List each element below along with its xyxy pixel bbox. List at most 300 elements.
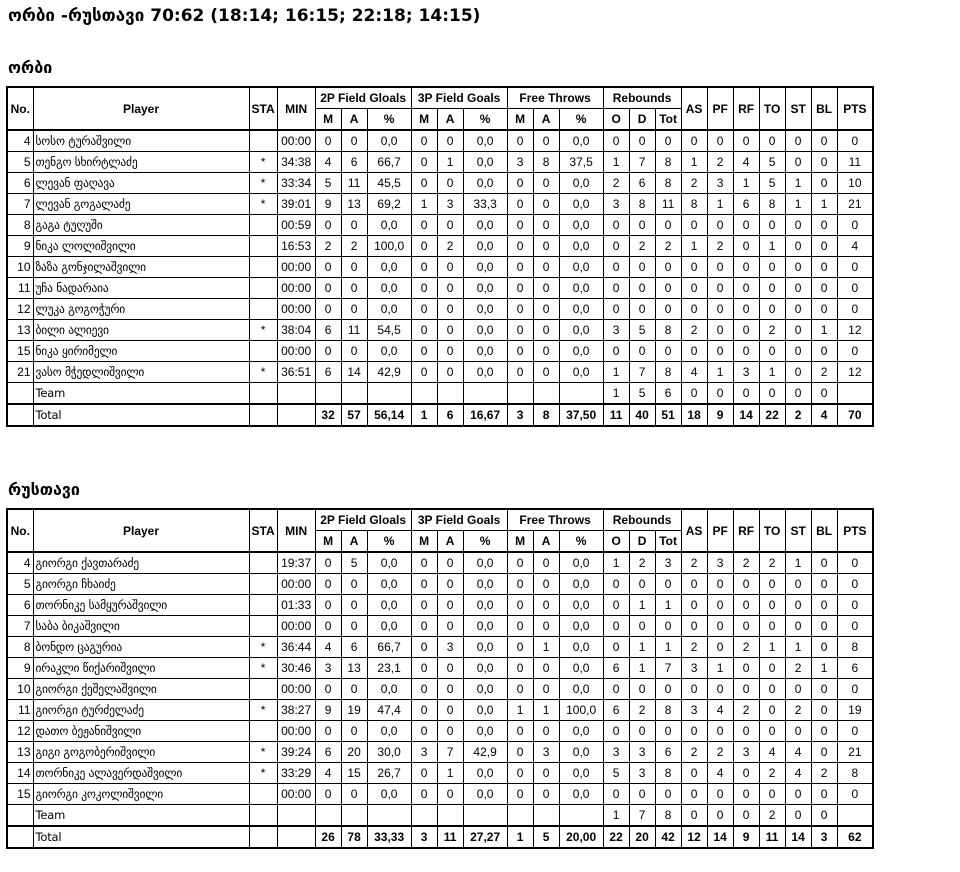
stat-cell: 0,0 <box>463 299 507 320</box>
stat-cell: 0 <box>507 763 533 784</box>
stat-cell: 0 <box>785 130 811 152</box>
stat-cell: 1 <box>603 552 629 574</box>
stat-cell: 0 <box>811 595 837 616</box>
player-number-cell: 7 <box>7 616 33 637</box>
stat-cell: 0 <box>341 679 367 700</box>
stat-cell <box>249 595 277 616</box>
player-number-cell: 5 <box>7 152 33 173</box>
stat-cell: 0 <box>533 299 559 320</box>
stat-cell <box>277 805 315 827</box>
stat-cell: 0 <box>411 173 437 194</box>
stat-cell: 0 <box>507 574 533 595</box>
stat-cell <box>249 236 277 257</box>
stat-cell: 0,0 <box>463 658 507 679</box>
stat-cell: 0 <box>341 784 367 805</box>
player-number-cell: 21 <box>7 362 33 383</box>
stat-cell: 0,0 <box>559 194 603 215</box>
stat-cell: 0,0 <box>367 595 411 616</box>
stat-cell: 4 <box>837 236 873 257</box>
stat-cell: 45,5 <box>367 173 411 194</box>
stat-cell: 1 <box>533 637 559 658</box>
stat-cell: 0 <box>655 616 681 637</box>
stat-cell: 3 <box>733 362 759 383</box>
stat-cell: 2 <box>811 763 837 784</box>
player-row <box>7 215 873 236</box>
stat-cell: 0 <box>603 341 629 362</box>
stat-cell <box>249 574 277 595</box>
subheader-tot: Tot <box>655 109 681 131</box>
player-number-cell: 15 <box>7 341 33 362</box>
stat-cell: 0 <box>785 257 811 278</box>
stat-cell: 3 <box>707 173 733 194</box>
stat-cell: 0 <box>733 341 759 362</box>
stat-cell: 14 <box>733 404 759 426</box>
stat-cell: 0 <box>837 784 873 805</box>
stat-cell: 16:53 <box>277 236 315 257</box>
stat-cell <box>559 805 603 827</box>
stat-cell: 0 <box>437 552 463 574</box>
stat-cell: 0 <box>315 552 341 574</box>
stat-cell: 0 <box>533 236 559 257</box>
stat-cell: 0 <box>533 595 559 616</box>
stat-cell <box>463 383 507 405</box>
player-row <box>7 721 873 742</box>
header-player: Player <box>33 87 249 130</box>
stat-cell: 22 <box>603 826 629 848</box>
stat-cell: 0,0 <box>367 679 411 700</box>
stat-cell: 0,0 <box>559 637 603 658</box>
stat-cell: 0 <box>603 278 629 299</box>
stat-cell: 0 <box>533 362 559 383</box>
stat-cell: 0 <box>533 658 559 679</box>
stat-cell: 0,0 <box>367 721 411 742</box>
stat-cell: 8 <box>655 320 681 341</box>
stat-cell: 2 <box>733 700 759 721</box>
stat-cell: 01:33 <box>277 595 315 616</box>
stat-cell: 0 <box>707 574 733 595</box>
player-number-cell: 8 <box>7 637 33 658</box>
player-name-cell: უჩა ნადარაია <box>33 278 249 299</box>
stat-cell: 3 <box>315 658 341 679</box>
stat-cell: 1 <box>811 658 837 679</box>
stat-cell <box>315 383 341 405</box>
game-title: ორბი -რუსთავი 70:62 (18:14; 16:15; 22:18; 14:15) <box>8 6 481 26</box>
stat-cell: 19:37 <box>277 552 315 574</box>
stat-cell: 1 <box>707 362 733 383</box>
stat-cell: 8 <box>655 152 681 173</box>
stat-cell: 0,0 <box>559 320 603 341</box>
stat-cell: 0 <box>533 130 559 152</box>
stat-cell: 0 <box>681 784 707 805</box>
stat-cell: 0 <box>707 616 733 637</box>
stat-cell: 0 <box>507 299 533 320</box>
header-rf: RF <box>733 509 759 552</box>
stat-cell: 0 <box>437 341 463 362</box>
stat-cell: 6 <box>655 742 681 763</box>
stat-cell <box>249 552 277 574</box>
stat-cell: 0 <box>785 278 811 299</box>
stat-cell: 5 <box>759 173 785 194</box>
stat-cell: 0 <box>681 763 707 784</box>
stat-cell: 0 <box>733 215 759 236</box>
header-bl: BL <box>811 87 837 130</box>
stat-cell: 0 <box>707 278 733 299</box>
stat-cell: 2 <box>681 552 707 574</box>
stat-cell: * <box>249 763 277 784</box>
stat-cell: 11 <box>603 404 629 426</box>
player-name-cell: ვასო მჭედლიშვილი <box>33 362 249 383</box>
stat-cell: 3 <box>681 700 707 721</box>
stat-cell: 7 <box>629 152 655 173</box>
stat-cell <box>411 805 437 827</box>
stat-cell: 6 <box>629 173 655 194</box>
stat-cell: 1 <box>759 236 785 257</box>
stat-cell: 3 <box>811 826 837 848</box>
stat-cell: 0 <box>785 616 811 637</box>
stat-cell: 0 <box>811 805 837 827</box>
stat-cell: 0 <box>785 574 811 595</box>
stat-cell: 0 <box>629 574 655 595</box>
stat-cell: 33,3 <box>463 194 507 215</box>
header-to: TO <box>759 87 785 130</box>
stat-cell <box>249 383 277 405</box>
stat-cell: 8 <box>629 194 655 215</box>
stat-cell: 0,0 <box>559 173 603 194</box>
stat-cell: 26,7 <box>367 763 411 784</box>
stat-cell: 0 <box>629 215 655 236</box>
stat-cell: 11 <box>759 826 785 848</box>
stat-cell: 0 <box>315 679 341 700</box>
subheader-m: M <box>507 531 533 553</box>
stat-cell: 0 <box>507 173 533 194</box>
stat-cell: 0 <box>733 616 759 637</box>
stat-cell: 0 <box>315 616 341 637</box>
header-sta: STA <box>249 87 277 130</box>
stat-cell: 0,0 <box>463 616 507 637</box>
stat-cell: 0 <box>759 383 785 405</box>
header-st: ST <box>785 87 811 130</box>
stat-cell: 6 <box>315 742 341 763</box>
stat-cell: 6 <box>655 383 681 405</box>
subheader-a: A <box>533 531 559 553</box>
stat-cell: 0 <box>785 299 811 320</box>
stat-cell: 2 <box>733 637 759 658</box>
stat-cell: 4 <box>707 763 733 784</box>
stat-cell: 0 <box>507 236 533 257</box>
stat-cell: 0 <box>341 257 367 278</box>
subheader-o: O <box>603 109 629 131</box>
stat-cell: 0 <box>603 595 629 616</box>
header-2p-field-goals: 2P Field Gloals <box>315 87 411 109</box>
stat-cell <box>411 383 437 405</box>
stat-cell: 00:00 <box>277 257 315 278</box>
stat-cell: 00:00 <box>277 130 315 152</box>
stat-cell: * <box>249 637 277 658</box>
player-row <box>7 173 873 194</box>
stat-cell: 0 <box>733 257 759 278</box>
stat-cell: 0 <box>837 130 873 152</box>
stat-cell: 0 <box>341 721 367 742</box>
stat-cell: 0,0 <box>559 278 603 299</box>
stat-cell: 0 <box>533 278 559 299</box>
stat-cell: 0 <box>811 341 837 362</box>
stat-cell: 0 <box>603 215 629 236</box>
subheader-m: M <box>507 109 533 131</box>
subheader-a: A <box>437 109 463 131</box>
stat-cell: 56,14 <box>367 404 411 426</box>
stat-cell: 0 <box>837 574 873 595</box>
stat-cell: 0 <box>681 679 707 700</box>
player-row <box>7 278 873 299</box>
stat-cell: 39:01 <box>277 194 315 215</box>
player-number-cell: 9 <box>7 236 33 257</box>
stat-cell: 30,0 <box>367 742 411 763</box>
stat-cell: 47,4 <box>367 700 411 721</box>
stat-cell: 0 <box>785 595 811 616</box>
stat-cell: 0 <box>315 299 341 320</box>
stat-cell: 1 <box>603 383 629 405</box>
stat-cell: 4 <box>315 763 341 784</box>
stat-cell: 0 <box>507 215 533 236</box>
stat-cell: 0 <box>681 805 707 827</box>
header-free-throws: Free Throws <box>507 87 603 109</box>
stat-cell: 0 <box>655 721 681 742</box>
stat-cell: 0 <box>733 130 759 152</box>
player-name-cell: საბა ბიკაშვილი <box>33 616 249 637</box>
stat-cell: 0 <box>707 299 733 320</box>
stat-cell: 4 <box>811 404 837 426</box>
player-row <box>7 616 873 637</box>
stat-cell: 0 <box>411 763 437 784</box>
stat-cell: 18 <box>681 404 707 426</box>
stat-cell: 0 <box>759 700 785 721</box>
stat-cell: 6 <box>341 152 367 173</box>
stat-cell: 0 <box>411 616 437 637</box>
stat-cell: 0,0 <box>463 152 507 173</box>
subheader-percent: % <box>367 531 411 553</box>
subheader-m: M <box>411 531 437 553</box>
stat-cell: 0 <box>507 637 533 658</box>
player-number-cell: 8 <box>7 215 33 236</box>
stat-cell: 6 <box>603 700 629 721</box>
stat-cell: 0 <box>811 742 837 763</box>
stat-cell: 0 <box>785 152 811 173</box>
player-number-cell: 6 <box>7 173 33 194</box>
stat-cell: 8 <box>655 700 681 721</box>
stat-cell: 14 <box>785 826 811 848</box>
player-number-cell: 6 <box>7 595 33 616</box>
stat-cell: 0 <box>759 257 785 278</box>
stat-cell: 0 <box>533 173 559 194</box>
player-number-cell: 15 <box>7 784 33 805</box>
stat-cell: 3 <box>507 152 533 173</box>
stat-cell: 2 <box>629 700 655 721</box>
stat-cell: 8 <box>655 763 681 784</box>
stat-cell: 1 <box>533 700 559 721</box>
stat-cell: 0 <box>837 616 873 637</box>
stat-cell: 0 <box>837 257 873 278</box>
player-row <box>7 299 873 320</box>
stat-cell: 0 <box>315 595 341 616</box>
stat-cell: 0 <box>411 320 437 341</box>
stat-cell: 8 <box>655 805 681 827</box>
stat-cell: 1 <box>655 637 681 658</box>
stat-cell: 0 <box>733 805 759 827</box>
stat-cell <box>341 805 367 827</box>
stat-cell: 0 <box>629 257 655 278</box>
stat-cell: 0 <box>759 299 785 320</box>
stat-cell: 5 <box>629 383 655 405</box>
stat-cell: 0 <box>811 173 837 194</box>
stat-cell: 0 <box>733 278 759 299</box>
player-number-cell: 12 <box>7 299 33 320</box>
stat-cell: 1 <box>603 362 629 383</box>
stat-cell: 0 <box>411 784 437 805</box>
stat-cell: 00:00 <box>277 784 315 805</box>
stat-cell: 0 <box>681 721 707 742</box>
stat-cell: 0 <box>437 320 463 341</box>
stat-cell: 0 <box>733 721 759 742</box>
stat-cell: 0 <box>437 299 463 320</box>
stat-cell <box>277 826 315 848</box>
stat-cell: 0,0 <box>559 742 603 763</box>
stat-cell: 1 <box>785 637 811 658</box>
stat-cell: 0 <box>507 721 533 742</box>
stat-cell: 4 <box>681 362 707 383</box>
stat-cell: 0 <box>603 784 629 805</box>
player-row <box>7 257 873 278</box>
stat-cell: 1 <box>707 194 733 215</box>
header-to: TO <box>759 509 785 552</box>
stat-cell: 0 <box>603 616 629 637</box>
stat-cell: 0 <box>837 341 873 362</box>
stat-cell <box>249 404 277 426</box>
header-player: Player <box>33 509 249 552</box>
stat-cell: 2 <box>315 236 341 257</box>
player-row <box>7 637 873 658</box>
stat-cell: 0,0 <box>367 616 411 637</box>
stat-cell: 0 <box>707 637 733 658</box>
stat-cell: 0 <box>341 130 367 152</box>
stat-cell: 42,9 <box>367 362 411 383</box>
stat-cell: 0 <box>437 278 463 299</box>
stat-cell: 0,0 <box>463 637 507 658</box>
stat-cell <box>437 383 463 405</box>
stat-cell: 0 <box>533 763 559 784</box>
stat-cell: 0,0 <box>463 278 507 299</box>
stats-table-orbi <box>6 86 874 427</box>
stat-cell: 0,0 <box>367 215 411 236</box>
stat-cell: 2 <box>811 362 837 383</box>
stat-cell: 0 <box>785 320 811 341</box>
stat-cell: 1 <box>681 236 707 257</box>
stat-cell: 9 <box>315 700 341 721</box>
total-row <box>7 826 873 848</box>
stat-cell: 00:00 <box>277 574 315 595</box>
stat-cell: 0 <box>411 215 437 236</box>
stat-cell: 0 <box>707 383 733 405</box>
player-number-cell: 14 <box>7 763 33 784</box>
stat-cell: 0 <box>533 257 559 278</box>
player-row <box>7 194 873 215</box>
stat-cell: 0 <box>733 299 759 320</box>
stat-cell: 0 <box>629 341 655 362</box>
stat-cell: 15 <box>341 763 367 784</box>
stat-cell: 100,0 <box>367 236 411 257</box>
stat-cell: 0,0 <box>559 679 603 700</box>
stat-cell: 54,5 <box>367 320 411 341</box>
stat-cell: 0,0 <box>463 320 507 341</box>
player-number-cell <box>7 383 33 405</box>
stat-cell: 0 <box>507 278 533 299</box>
stat-cell: 38:27 <box>277 700 315 721</box>
stat-cell: 0 <box>681 616 707 637</box>
stat-cell: * <box>249 194 277 215</box>
subheader-a: A <box>533 109 559 131</box>
stat-cell: 0,0 <box>559 616 603 637</box>
stat-cell: 40 <box>629 404 655 426</box>
player-row <box>7 763 873 784</box>
player-number-cell <box>7 826 33 848</box>
stat-cell: 8 <box>837 763 873 784</box>
stat-cell: 0 <box>533 552 559 574</box>
header-bl: BL <box>811 509 837 552</box>
player-name-cell: გაგა ტუღუში <box>33 215 249 236</box>
stat-cell: 13 <box>341 658 367 679</box>
stat-cell: 4 <box>315 637 341 658</box>
player-name-cell: ზაზა გონჯილაშვილი <box>33 257 249 278</box>
stat-cell: 5 <box>759 152 785 173</box>
stat-cell: 0,0 <box>559 721 603 742</box>
stat-cell: 0 <box>411 257 437 278</box>
player-number-cell: 13 <box>7 320 33 341</box>
stat-cell: 7 <box>655 658 681 679</box>
stat-cell: 2 <box>603 173 629 194</box>
stat-cell: 62 <box>837 826 873 848</box>
stat-cell: 100,0 <box>559 700 603 721</box>
subheader-percent: % <box>559 109 603 131</box>
stat-cell: 0 <box>785 215 811 236</box>
stat-cell: 0 <box>315 574 341 595</box>
stat-cell: 3 <box>655 552 681 574</box>
stat-cell: 0 <box>603 236 629 257</box>
stat-cell: 2 <box>733 552 759 574</box>
stat-cell: 3 <box>437 194 463 215</box>
subheader-m: M <box>315 109 341 131</box>
stat-cell: 20 <box>341 742 367 763</box>
header-pf: PF <box>707 87 733 130</box>
stat-cell: 0,0 <box>559 552 603 574</box>
stat-cell: 0 <box>733 784 759 805</box>
stat-cell: 33:29 <box>277 763 315 784</box>
stat-cell: 3 <box>733 742 759 763</box>
stat-cell: 0 <box>811 616 837 637</box>
stat-cell: 0,0 <box>559 784 603 805</box>
player-name-cell: სოსო ტურაშვილი <box>33 130 249 152</box>
header-no: No. <box>7 509 33 552</box>
stat-cell: 0 <box>811 637 837 658</box>
stat-cell: 0 <box>707 679 733 700</box>
stat-cell: 0,0 <box>463 595 507 616</box>
player-row <box>7 574 873 595</box>
stat-cell: 0 <box>411 152 437 173</box>
stat-cell: 0 <box>785 721 811 742</box>
stat-cell: 0 <box>507 742 533 763</box>
stat-cell: 5 <box>603 763 629 784</box>
player-name-cell: გიორგი ტურძელაძე <box>33 700 249 721</box>
stat-cell: 6 <box>603 658 629 679</box>
stat-cell: 0 <box>437 215 463 236</box>
